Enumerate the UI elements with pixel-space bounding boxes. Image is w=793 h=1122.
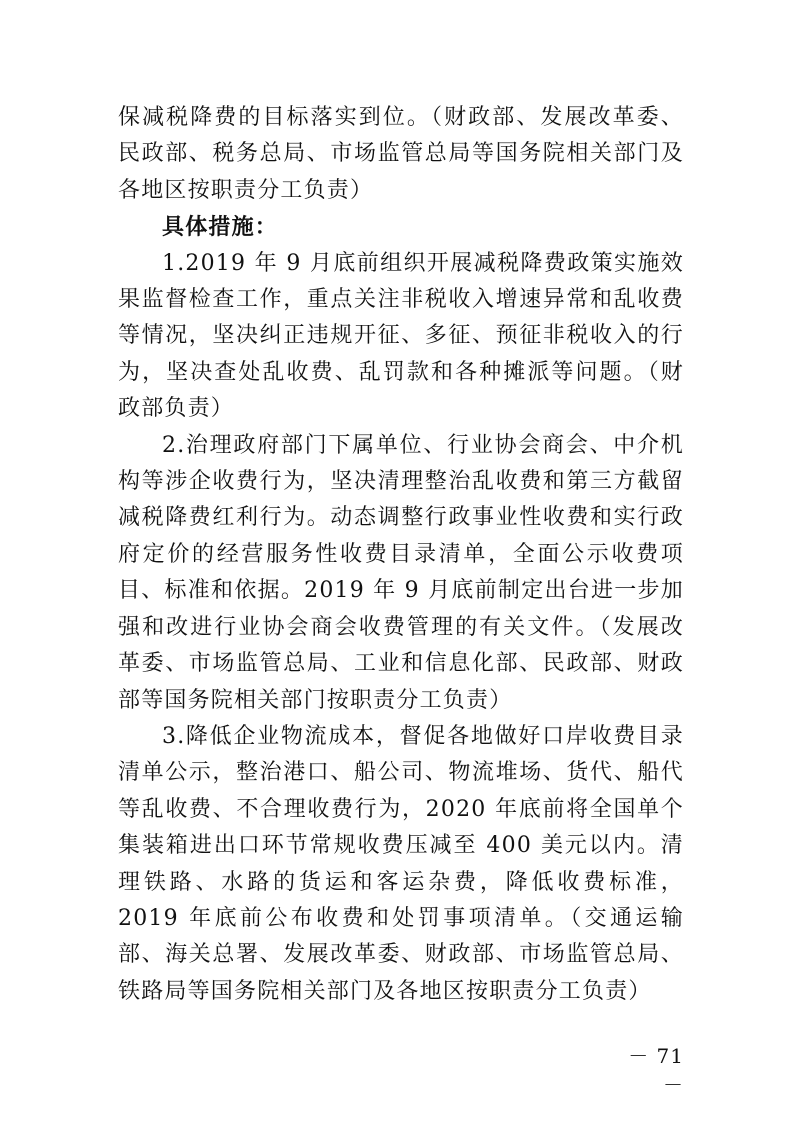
body-text (118, 100, 684, 1010)
section-heading: 具体措施： (162, 214, 279, 241)
paragraph-item-3: 3.降低企业物流成本，督促各地做好口岸收费目录清单公示，整治港口、船公司、物流堆场、货代、船代等乱收费、不合理收费行为，2020 年底前将全国单个集装箱进出口环节常规收费压减至 400 美元以内。清理铁路、水路的货运和客运杂费，降低收费标准，2019 年底前公布收费和处罚事项清单。（交通运输部、海关总署、发展改革委、财政部、市场监管总局、铁路局等国务院相关部门及各地区按职责分工负责） (118, 723, 684, 1004)
page-number: － 71 － (628, 1044, 684, 1097)
paragraph-continued: 保减税降费的目标落实到位。（财政部、发展改革委、民政部、税务总局、市场监管总局等国务院相关部门及各地区按职责分工负责） (118, 105, 684, 203)
paragraph-item-1: 1.2019 年 9 月底前组织开展减税降费政策实施效果监督检查工作，重点关注非税收入增速异常和乱收费等情况，坚决纠正违规开征、多征、预征非税收入的行为，坚决查处乱收费、乱罚款和各种摊派等问题。（财政部负责） (118, 250, 684, 422)
paragraph-item-2: 2.治理政府部门下属单位、行业协会商会、中介机构等涉企收费行为，坚决清理整治乱收费和第三方截留减税降费红利行为。动态调整行政事业性收费和实行政府定价的经营服务性收费目录清单，全面公示收费项目、标准和依据。2019 年 9 月底前制定出台进一步加强和改进行业协会商会收费管理的有关文件。（发展改革委、市场监管总局、工业和信息化部、民政部、财政部等国务院相关部门按职责分工负责） (118, 432, 684, 713)
